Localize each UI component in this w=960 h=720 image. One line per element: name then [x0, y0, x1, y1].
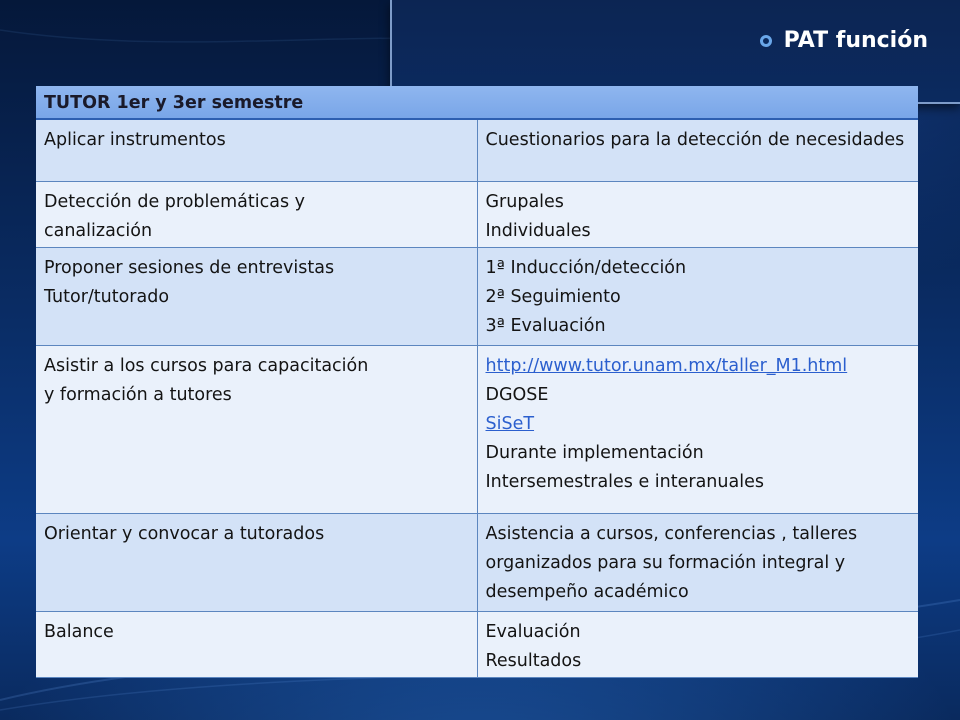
- detail-cell: [477, 119, 918, 182]
- cell-line: Asistir a los cursos para capacitación: [44, 356, 369, 376]
- bullet-icon: [760, 35, 772, 47]
- table-header-row: [36, 86, 918, 119]
- cell-line: Tutor/tutorado: [44, 287, 170, 307]
- cell-line: Orientar y convocar a tutorados: [44, 524, 325, 544]
- table-row: [36, 248, 918, 346]
- table-row: [36, 119, 918, 182]
- detail-cell: [477, 248, 918, 346]
- detail-cell: [477, 514, 918, 612]
- cell-line: Grupales: [485, 192, 564, 212]
- taller-link[interactable]: http://www.tutor.unam.mx/taller_M1.html: [485, 356, 848, 376]
- cell-line: Aplicar instrumentos: [44, 130, 226, 150]
- activity-cell: [36, 248, 477, 346]
- cell-line: Balance: [44, 622, 114, 642]
- cell-line: canalización: [44, 221, 153, 241]
- detail-cell: [477, 346, 918, 514]
- cell-line: Evaluación: [485, 622, 581, 642]
- cell-line: Durante implementación: [485, 443, 704, 463]
- activity-cell: [36, 119, 477, 182]
- activity-cell: [36, 346, 477, 514]
- tutor-table: [36, 86, 918, 678]
- cell-line: 1ª Inducción/detección: [485, 258, 687, 278]
- table-row: [36, 612, 918, 678]
- cell-line: DGOSE: [485, 385, 549, 405]
- activity-cell: [36, 612, 477, 678]
- table-row: [36, 346, 918, 514]
- cell-line: desempeño académico: [485, 582, 689, 602]
- cell-line: Cuestionarios para la detección de necesidades: [485, 130, 905, 150]
- activity-cell: [36, 514, 477, 612]
- cell-line: Individuales: [485, 221, 591, 241]
- cell-line: Asistencia a cursos, conferencias , talleres: [485, 524, 858, 544]
- cell-line: 2ª Seguimiento: [485, 287, 621, 307]
- detail-cell: [477, 612, 918, 678]
- detail-cell: [477, 182, 918, 248]
- table-header: TUTOR 1er y 3er semestre: [36, 86, 918, 119]
- cell-line: Detección de problemáticas y: [44, 192, 306, 212]
- cell-line: Proponer sesiones de entrevistas: [44, 258, 335, 278]
- cell-line: Intersemestrales e interanuales: [485, 472, 764, 492]
- cell-line: organizados para su formación integral y: [485, 553, 846, 573]
- slide-title: [760, 28, 928, 53]
- table-row: [36, 514, 918, 612]
- table-row: [36, 182, 918, 248]
- slide-title-text: PAT función: [783, 28, 928, 53]
- activity-cell: [36, 182, 477, 248]
- cell-line: Resultados: [485, 651, 582, 671]
- cell-line: y formación a tutores: [44, 385, 232, 405]
- cell-line: 3ª Evaluación: [485, 316, 606, 336]
- siset-link[interactable]: SiSeT: [485, 414, 535, 434]
